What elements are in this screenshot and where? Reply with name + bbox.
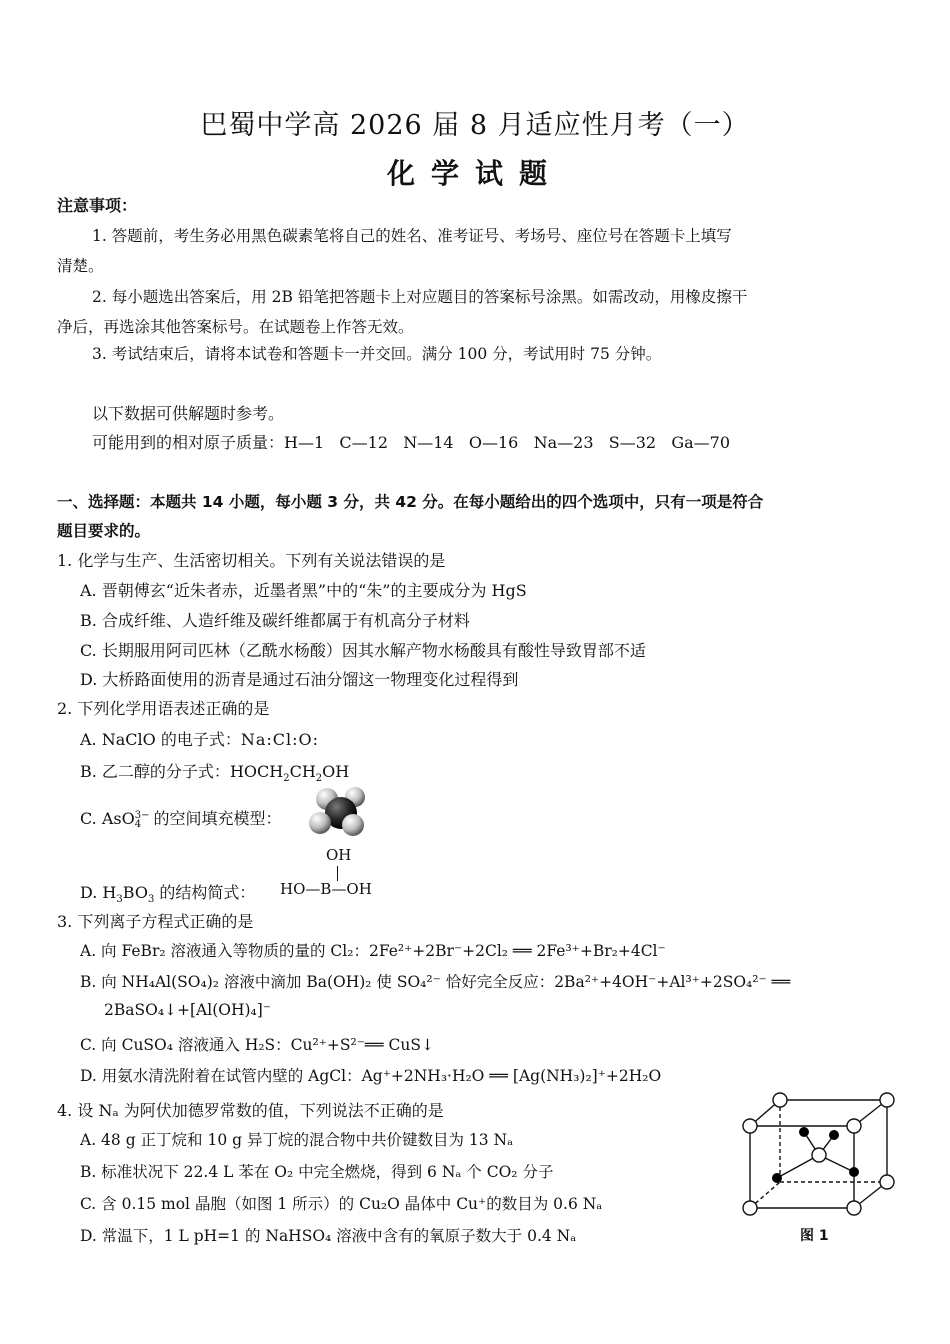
q4-option-d: D. 常温下，1 L pH=1 的 NaHSO₄ 溶液中含有的氧原子数大于 0.4 Nₐ	[80, 1227, 577, 1245]
q4-stem: 4. 设 Nₐ 为阿伏加德罗常数的值，下列说法不正确的是	[57, 1101, 444, 1120]
q2-stem: 2. 下列化学用语表述正确的是	[57, 699, 270, 718]
q2-option-c-suffix: 的空间填充模型：	[153, 809, 282, 828]
q2-option-a	[80, 727, 319, 750]
exam-subtitle: 化学试题	[386, 157, 563, 190]
q2-b-formula-part-2: CH	[289, 762, 316, 781]
q3-option-b-line-1: B. 向 NH₄Al(SO₄)₂ 溶液中滴加 Ba(OH)₂ 使 SO₄²⁻ 恰好完全反应：2Ba²⁺+4OH⁻+Al³⁺+2SO₄²⁻ ══	[80, 973, 791, 991]
h3bo3-structure	[280, 846, 410, 896]
q4-option-c: C. 含 0.15 mol 晶胞（如图 1 所示）的 Cu₂O 晶体中 Cu⁺的数目为 0.6 Nₐ	[80, 1195, 603, 1213]
q2-option-b-prefix: B. 乙二醇的分子式：	[80, 762, 230, 781]
notice-heading: 注意事项：	[57, 196, 138, 215]
q1-option-c: C. 长期服用阿司匹林（乙酰水杨酸）因其水解产物水杨酸具有酸性导致胃部不适	[80, 641, 646, 660]
q3-option-d: D. 用氨水清洗附着在试管内壁的 AgCl：Ag⁺+2NH₃·H₂O ══ [Ag(NH₃)₂]⁺+2H₂O	[80, 1067, 662, 1085]
q3-stem: 3. 下列离子方程式正确的是	[57, 912, 254, 931]
reference-atomic-masses: 可能用到的相对原子质量：H—1 C—12 N—14 O—16 Na—23 S—32 Ga—70	[92, 433, 731, 452]
q1-option-d: D. 大桥路面使用的沥青是通过石油分馏这一物理变化过程得到	[80, 670, 519, 689]
q2-option-c-prefix: C. AsO	[80, 809, 135, 828]
q2-option-d: D. $H_3BO_3$ 的结构简式：	[80, 883, 256, 906]
section-1-heading-line-2: 题目要求的。	[57, 522, 151, 540]
exam-title: 巴蜀中学高 2026 届 8 月适应性月考（一）	[200, 110, 750, 141]
q3-option-b-line-2: 2BaSO₄↓+[Al(OH)₄]⁻	[104, 1001, 271, 1019]
notice-item-3: 3. 考试结束后，请将本试卷和答题卡一并交回。满分 100 分，考试用时 75 分钟。	[92, 345, 662, 363]
h3bo3-main-chain: HO—B—OH	[280, 880, 372, 898]
notice-item-2-line-1: 2. 每小题选出答案后，用 2B 铅笔把答题卡上对应题目的答案标号涂黑。如需改动，用橡皮擦干	[92, 288, 748, 306]
q2-option-d-prefix: D. H	[80, 883, 117, 902]
figure-1-caption: 图 1	[800, 1228, 829, 1244]
reference-line-1: 以下数据可供解题时参考。	[92, 404, 285, 423]
cu2o-unit-cell-figure	[742, 1090, 897, 1240]
q2-option-b: B. 乙二醇的分子式：$HOCH_2CH_2OH$	[80, 762, 350, 785]
q4-option-b: B. 标准状况下 22.4 L 苯在 O₂ 中完全燃烧，得到 6 Nₐ 个 CO₂ 分子	[80, 1163, 554, 1181]
section-1-heading-line-1: 一、选择题：本题共 14 小题，每小题 3 分，共 42 分。在每小题给出的四个选项中，只有一项是符合	[57, 493, 764, 511]
h3bo3-top-oh: OH	[326, 846, 352, 864]
h3bo3-bond	[337, 866, 338, 881]
aso4-space-filling-model	[305, 785, 375, 841]
q2-option-a-prefix: A. NaClO 的电子式：	[80, 730, 241, 749]
q4-option-a: A. 48 g 正丁烷和 10 g 异丁烷的混合物中共价键数目为 13 Nₐ	[80, 1131, 514, 1149]
q1-option-b: B. 合成纤维、人造纤维及碳纤维都属于有机高分子材料	[80, 611, 470, 630]
q2-option-d-mid: BO	[122, 883, 148, 902]
notice-item-2-line-2: 净后，再选涂其他答案标号。在试题卷上作答无效。	[57, 318, 414, 336]
q2-option-d-suffix: 的结构简式：	[159, 883, 256, 902]
notice-item-1-line-2: 清楚。	[57, 257, 104, 275]
q2-b-formula-part-1: HOCH	[229, 762, 284, 781]
q2-b-formula-part-3: OH	[322, 762, 350, 781]
naclo-electron-formula: Na:Cl:O:	[240, 730, 320, 749]
notice-item-1-line-1: 1. 答题前，考生务必用黑色碳素笔将自己的姓名、准考证号、考场号、座位号在答题卡上填写	[92, 227, 732, 245]
q2-option-c: C. AsO 3− 4 的空间填充模型：	[80, 809, 282, 830]
q3-option-a: A. 向 FeBr₂ 溶液通入等物质的量的 Cl₂：2Fe²⁺+2Br⁻+2Cl₂ ══ 2Fe³⁺+Br₂+4Cl⁻	[80, 942, 666, 960]
q1-option-a: A. 晋朝傅玄“近朱者赤，近墨者黑”中的“朱”的主要成分为 HgS	[80, 581, 527, 600]
q1-stem: 1. 化学与生产、生活密切相关。下列有关说法错误的是	[57, 551, 446, 570]
q3-option-c: C. 向 CuSO₄ 溶液通入 H₂S：Cu²⁺+S²⁻══ CuS↓	[80, 1036, 434, 1054]
